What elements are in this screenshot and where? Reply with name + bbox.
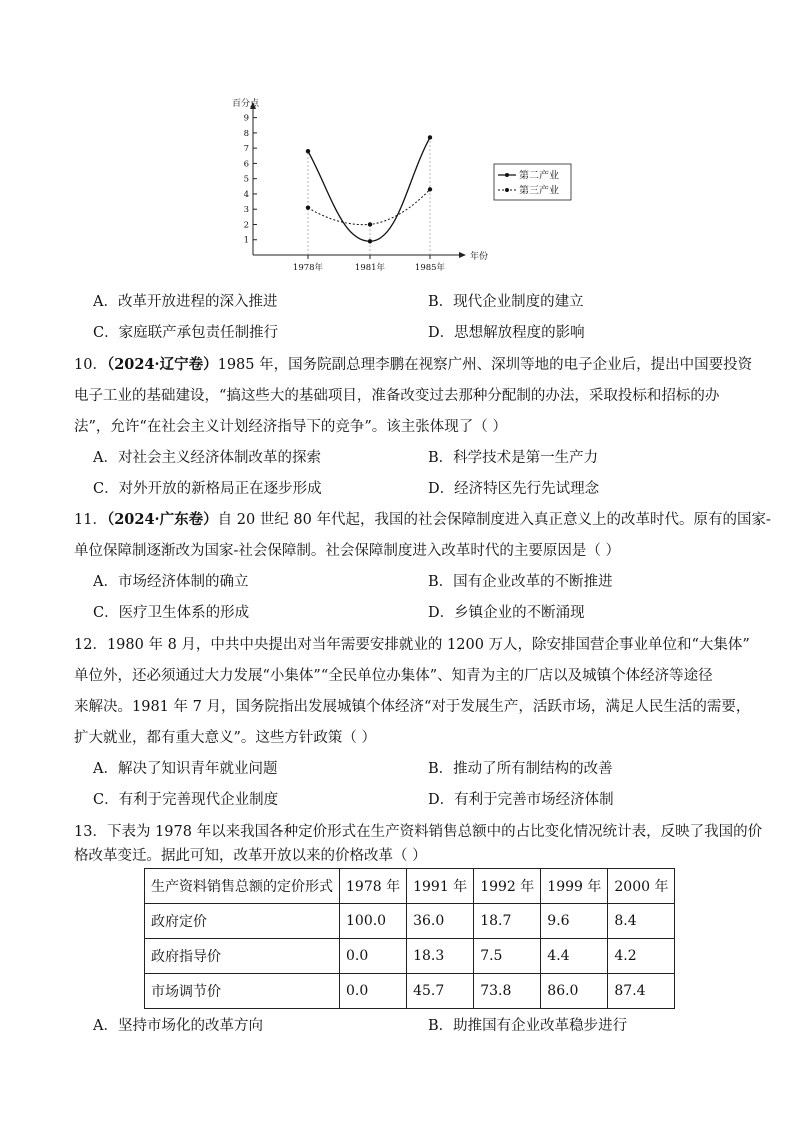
industry-growth-chart [220, 92, 600, 282]
q11-option-a[interactable]: A．市场经济体制的确立 [93, 574, 249, 590]
table-cell: 100.0 [340, 904, 407, 939]
series-line-tertiary-industry [308, 189, 430, 224]
q10-option-a[interactable]: A．对社会主义经济体制改革的探索 [93, 450, 321, 466]
q11-text-1: 自 20 世纪 80 年代起，我国的社会保障制度进入真正意义上的改革时代。原有的国家- [217, 512, 771, 528]
y-tick-label: 1 [243, 235, 249, 246]
q13-option-b[interactable]: B．助推国有企业改革稳步进行 [428, 1018, 628, 1034]
table-cell: 18.7 [474, 904, 541, 939]
table-cell: 9.6 [541, 904, 608, 939]
point-secondary-industry [368, 239, 372, 243]
q9-option-c[interactable]: C．家庭联产承包责任制推行 [93, 325, 279, 341]
q13-line-1: 13．下表为 1978 年以来我国各种定价形式在生产资料销售总额中的占比变化情况统计表，反映了我国的价 [74, 824, 763, 840]
chart-legend [494, 164, 571, 200]
q11-option-d[interactable]: D．乡镇企业的不断涌现 [428, 605, 585, 621]
q12-option-d[interactable]: D．有利于完善市场经济体制 [428, 792, 614, 808]
point-secondary-industry [306, 149, 310, 153]
table-cell: 政府定价 [145, 904, 340, 939]
table-cell: 7.5 [474, 939, 541, 974]
y-tick-label: 3 [243, 205, 249, 216]
q12-option-b[interactable]: B．推动了所有制结构的改善 [428, 761, 613, 777]
q12-line-1: 12．1980 年 8 月，中共中央提出对当年需要安排就业的 1200 万人，除安排国营企事业单位和“大集体” [74, 637, 750, 653]
legend-label-secondary: 第二产业 [519, 170, 559, 182]
q13-line-2: 格改革变迁。据此可知，改革开放以来的价格改革（ ） [74, 848, 427, 864]
q11-option-c[interactable]: C．医疗卫生体系的形成 [93, 605, 250, 621]
point-tertiary-industry [306, 205, 310, 209]
q12-line-4: 扩大就业，都有重大意义”。这些方针政策（ ） [74, 730, 377, 746]
legend-marker-secondary [505, 173, 509, 177]
chart-axes [232, 97, 488, 273]
x-tick-label: 1978年 [292, 263, 324, 273]
table-cell: 87.4 [608, 974, 675, 1009]
q10-line-3: 法”，允许“在社会主义计划经济指导下的竞争”。该主张体现了（ ） [74, 419, 507, 435]
q10-source: （2024·辽宁卷） [106, 356, 218, 373]
q12-line-2: 单位外，还必须通过大力发展“小集体”“全民单位办集体”、知青为主的厂店以及城镇个体经济等途径 [74, 668, 713, 684]
q9-option-a[interactable]: A．改革开放进程的深入推进 [93, 294, 278, 310]
q10-number: 10． [74, 357, 107, 373]
q12-option-a[interactable]: A．解决了知识青年就业问题 [93, 761, 278, 777]
table-header-row [145, 869, 675, 904]
table-cell: 4.4 [541, 939, 608, 974]
y-tick-label: 2 [243, 220, 249, 231]
y-tick-label: 4 [243, 189, 249, 200]
table-header-cell: 1992 年 [474, 869, 541, 904]
y-tick-label: 6 [243, 159, 249, 170]
q12-option-c[interactable]: C．有利于完善现代企业制度 [93, 792, 279, 808]
x-tick-label: 1981年 [354, 263, 386, 273]
point-tertiary-industry [368, 222, 372, 226]
x-axis-label: 年份 [470, 252, 489, 262]
price-form-table [144, 868, 675, 1009]
q10-line-2: 电子工业的基础建设，“搞这些大的基础项目，准备改变过去那种分配制的办法，采取投标和招标的办 [74, 388, 720, 404]
q11-number: 11． [74, 512, 107, 528]
y-tick-label: 7 [243, 144, 249, 155]
point-tertiary-industry [428, 187, 432, 191]
legend-marker-tertiary [505, 188, 509, 192]
table-cell: 0.0 [340, 974, 407, 1009]
table-cell: 73.8 [474, 974, 541, 1009]
q10-text-1: 1985 年，国务院副总理李鹏在视察广州、深圳等地的电子企业后，提出中国要投资 [217, 357, 753, 373]
chart-series [306, 135, 432, 243]
q11-line-1 [74, 510, 771, 530]
q11-source: （2024·广东卷） [106, 511, 218, 528]
table-header-cell: 生产资料销售总额的定价形式 [145, 869, 340, 904]
table-cell: 45.7 [407, 974, 474, 1009]
table-cell: 4.2 [608, 939, 675, 974]
q9-option-b[interactable]: B．现代企业制度的建立 [428, 294, 584, 310]
table-row [145, 904, 675, 939]
table-header-cell: 2000 年 [608, 869, 675, 904]
y-tick-label: 5 [243, 174, 249, 185]
q11-line-2: 单位保障制逐渐改为国家-社会保障制。社会保障制度进入改革时代的主要原因是（ ） [74, 543, 621, 559]
table-header-cell: 1978 年 [340, 869, 407, 904]
y-axis-label: 百分点 [232, 99, 260, 109]
legend-label-tertiary: 第三产业 [519, 185, 559, 197]
table-header-cell: 1999 年 [541, 869, 608, 904]
q10-option-b[interactable]: B．科学技术是第一生产力 [428, 450, 599, 466]
q9-option-d[interactable]: D．思想解放程度的影响 [428, 325, 585, 341]
table-cell: 0.0 [340, 939, 407, 974]
x-tick-label: 1985年 [414, 263, 446, 273]
table-cell: 市场调节价 [145, 974, 340, 1009]
table-row [145, 974, 675, 1009]
table-cell: 政府指导价 [145, 939, 340, 974]
table-cell: 18.3 [407, 939, 474, 974]
table-header-cell: 1991 年 [407, 869, 474, 904]
q10-option-d[interactable]: D．经济特区先行先试理念 [428, 481, 600, 497]
q13-option-a[interactable]: A．坚持市场化的改革方向 [93, 1018, 263, 1034]
point-secondary-industry [428, 135, 432, 139]
q10-line-1 [74, 355, 752, 375]
q11-option-b[interactable]: B．国有企业改革的不断推进 [428, 574, 613, 590]
table-cell: 36.0 [407, 904, 474, 939]
table-cell: 8.4 [608, 904, 675, 939]
q10-option-c[interactable]: C．对外开放的新格局正在逐步形成 [93, 481, 322, 497]
y-tick-label: 8 [243, 128, 249, 139]
table-row [145, 939, 675, 974]
x-axis-arrow [459, 252, 466, 258]
y-tick-label: 9 [243, 113, 249, 124]
table-cell: 86.0 [541, 974, 608, 1009]
q12-line-3: 来解决。1981 年 7 月，国务院指出发展城镇个体经济“对于发展生产，活跃市场，满足人民生活的需要， [74, 699, 751, 715]
